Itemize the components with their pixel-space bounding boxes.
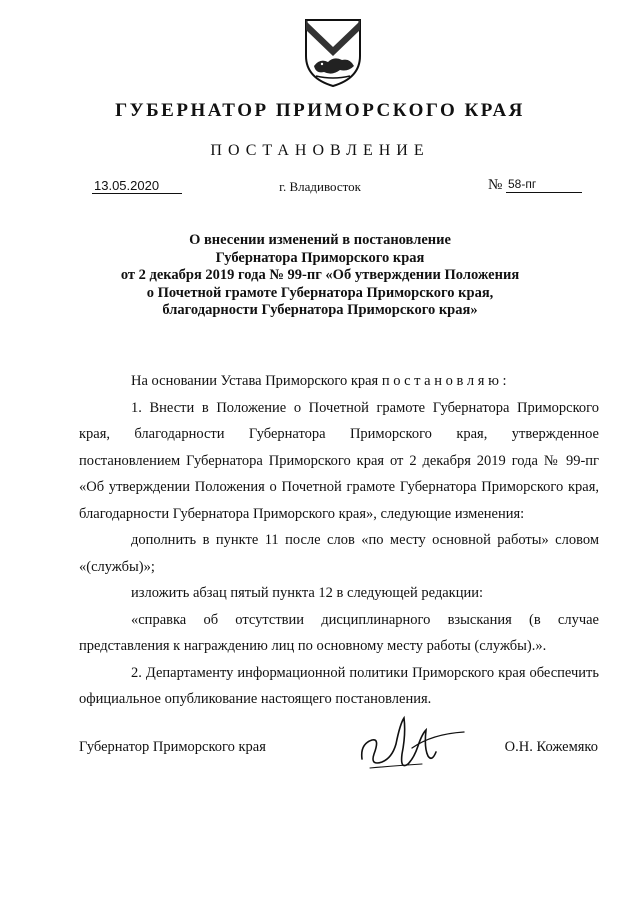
document-number: 58-пг (506, 177, 582, 193)
handwritten-signature (352, 704, 472, 784)
title-line: О внесении изменений в постановление (189, 232, 451, 248)
body-paragraph-3: изложить абзац пятый пункта 12 в следующей редакции: (131, 585, 484, 601)
document-date: 13.05.2020 (92, 178, 182, 194)
document-title (60, 232, 580, 320)
signatory-title: Губернатор Приморского края (79, 739, 266, 755)
signatory-name: О.Н. Кожемяко (504, 739, 598, 755)
body-paragraph-1: 1. Внести в Положение о Почетной грамоте Губернатора Приморского края, благодарности Губернатора Приморского края, утвержденное постановлением Губернатора Приморского края от 2 декабря 2019 года № 99-пг «Об утверждении Положения о Почетной грамоте Губернатора Приморского края, благодарности Губернатора Приморского края», следующие изменения: (79, 399, 599, 522)
document-body (79, 368, 599, 713)
body-paragraph-5: 2. Департаменту информационной политики Приморского края обеспечить официальное опубликование настоящего постановления. (79, 664, 599, 707)
number-sign: № (488, 177, 503, 193)
coat-of-arms-icon (302, 16, 364, 88)
body-paragraph-2: дополнить в пункте 11 после слов «по месту основной работы» словом «(службы)»; (79, 532, 599, 575)
document-type: ПОСТАНОВЛЕНИЕ (210, 142, 430, 159)
title-line: от 2 декабря 2019 года № 99-пг «Об утверждении Положения (120, 267, 520, 283)
document-city: г. Владивосток (279, 179, 361, 194)
body-paragraph-intro: На основании Устава Приморского края п о с т а н о в л я ю : (131, 373, 507, 389)
issuing-authority: ГУБЕРНАТОР ПРИМОРСКОГО КРАЯ (115, 100, 525, 121)
title-line: о Почетной грамоте Губернатора Приморского края, (146, 284, 494, 301)
title-line: Губернатора Приморского края (215, 249, 425, 266)
body-paragraph-4: «справка об отсутствии дисциплинарного взыскания (в случае представления к награждению лиц по основному месту работы (службы).». (79, 611, 599, 654)
title-line: благодарности Губернатора Приморского края» (162, 302, 478, 318)
